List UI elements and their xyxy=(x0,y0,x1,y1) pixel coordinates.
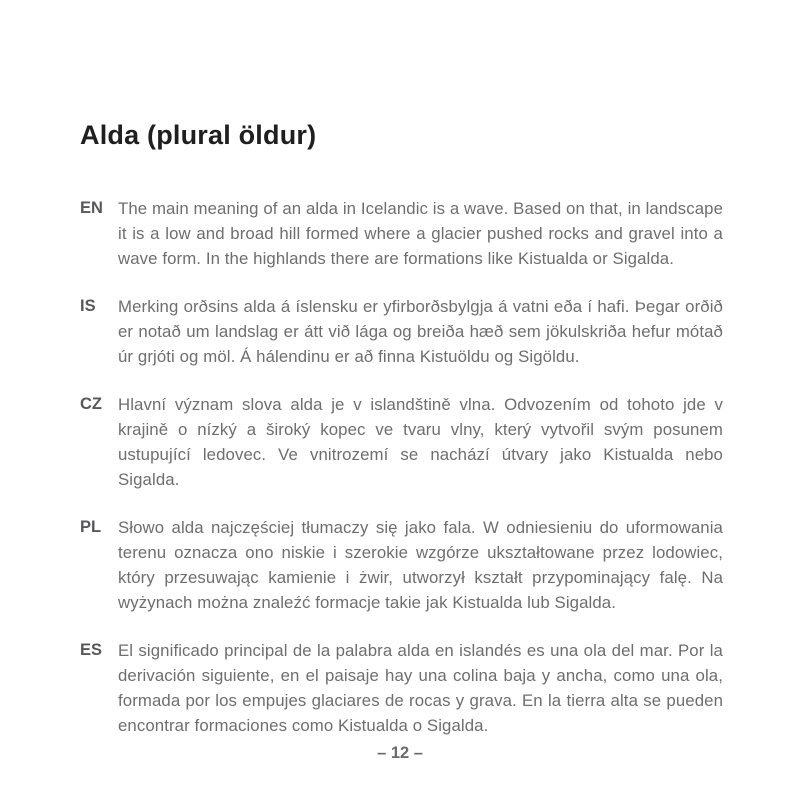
page-number: – 12 – xyxy=(377,744,423,762)
lang-label: ES xyxy=(80,641,103,659)
lang-label: EN xyxy=(80,199,103,217)
entry-text: Merking orðsins alda á íslensku er yfirborðsbylgja á vatni eða í hafi. Þegar orðið er notað um landslag er átt við lága og breiða hæð sem jökulskriða hefur mótað úr grjóti og möl. Á hálendinu er að finna Kistuöldu og Sigöldu. xyxy=(118,297,723,366)
definition-entry xyxy=(80,392,723,492)
entry-text: Słowo alda najczęściej tłumaczy się jako fala. W odniesieniu do uformowania terenu oznacza ono niskie i szerokie wzgórze ukształtowane przez lodowiec, który przesuwając kamienie i żwir, utworzył kształt przypominający falę. Na wyżynach można znaleźć formacje takie jak Kistualda lub Sigalda. xyxy=(118,518,723,612)
lang-label: IS xyxy=(80,297,96,315)
lang-label: PL xyxy=(80,518,102,536)
entry-text: The main meaning of an alda in Icelandic is a wave. Based on that, in landscape it is a low and broad hill formed where a glacier pushed rocks and gravel into a wave form. In the highlands there are formations like Kistualda or Sigalda. xyxy=(118,199,723,268)
definition-entry xyxy=(80,196,723,271)
page-title: Alda (plural öldur) xyxy=(80,120,317,151)
definition-entry xyxy=(80,638,723,738)
definition-entry xyxy=(80,515,723,615)
entries xyxy=(80,196,723,761)
entry-text: Hlavní význam slova alda je v islandštině vlna. Odvozením od tohoto jde v krajině o nízký a široký kopec ve tvaru vlny, který vytvořil svým posunem ustupující ledovec. Ve vnitrozemí se nachází útvary jako Kistualda nebo Sigalda. xyxy=(118,395,723,489)
entry-text: El significado principal de la palabra alda en islandés es una ola del mar. Por la derivación siguiente, en el paisaje hay una colina baja y ancha, como una ola, formada por los empujes glaciares de rocas y grava. En la tierra alta se pueden encontrar formaciones como Kistualda o Sigalda. xyxy=(118,641,723,735)
definition-entry xyxy=(80,294,723,369)
lang-label: CZ xyxy=(80,395,102,413)
